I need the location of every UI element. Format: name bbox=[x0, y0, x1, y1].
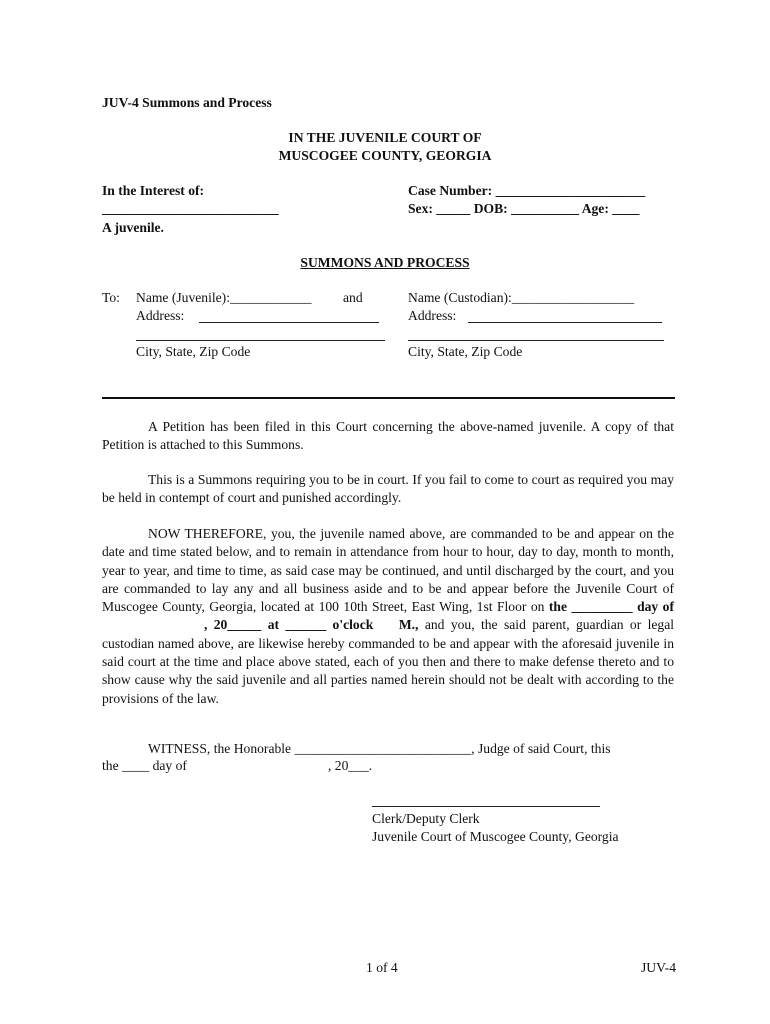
paragraph-petition bbox=[102, 418, 674, 455]
witness-text[interactable]: WITNESS, the Honorable __________________________, Judge of said Court, this bbox=[148, 741, 611, 756]
command-the: the bbox=[548, 599, 568, 615]
page-number: 1 of 4 bbox=[366, 960, 398, 975]
paragraph-summons-text: This is a Summons requiring you to be in court. If you fail to come to court as required you may be held in contempt of court and punished accordingly. bbox=[102, 472, 674, 506]
juvenile-address-line-2[interactable] bbox=[136, 340, 385, 341]
document-title: SUMMONS AND PROCESS bbox=[300, 255, 470, 270]
juvenile-address-line[interactable] bbox=[199, 322, 379, 323]
command-text-a: NOW THEREFORE, you, the juvenile named above, are commanded to be and appear on the date and time stated below, and to remain in attendance from hour to hour, day to day, month to month, year to year, and time to time, as said case may be continued, and until discharged by the court, and you are commanded to lay any and all business aside and to be and appear before the Juvenile Court of Muscogee County, Georgia, located at 100 10th Street, East Wing, 1st Floor on bbox=[102, 526, 674, 615]
sex-dob-age-fields[interactable]: Sex: _____ DOB: __________ Age: ____ bbox=[408, 201, 640, 216]
clerk-signature-line[interactable] bbox=[372, 806, 600, 807]
and-label: and bbox=[343, 290, 363, 305]
paragraph-summons bbox=[102, 471, 674, 508]
hearing-day-blank[interactable]: _________ bbox=[571, 599, 633, 615]
form-id: JUV-4 Summons and Process bbox=[102, 95, 272, 110]
juvenile-csz-label: City, State, Zip Code bbox=[136, 344, 251, 359]
custodian-name-field[interactable]: Name (Custodian):__________________ bbox=[408, 290, 635, 305]
command-at: at bbox=[267, 617, 280, 633]
paragraph-command bbox=[102, 525, 674, 708]
clerk-role: Clerk/Deputy Clerk bbox=[372, 811, 480, 826]
paragraph-petition-text: A Petition has been filed in this Court concerning the above-named juvenile. A copy of that Petition is attached to this Summons. bbox=[102, 419, 674, 453]
hearing-month-blank[interactable]: _______________ bbox=[102, 617, 204, 633]
hearing-time-blank[interactable]: ______ o'clock bbox=[285, 617, 374, 633]
juvenile-name-blank[interactable]: __________________________ bbox=[102, 201, 279, 216]
court-line-2: MUSCOGEE COUNTY, GEORGIA bbox=[278, 148, 492, 163]
custodian-csz-label: City, State, Zip Code bbox=[408, 344, 523, 359]
section-divider bbox=[102, 397, 675, 399]
custodian-address-line[interactable] bbox=[468, 322, 662, 323]
witness-day-field[interactable]: the ____ day of bbox=[102, 758, 187, 773]
clerk-court: Juvenile Court of Muscogee County, Georgia bbox=[372, 829, 619, 844]
footer-form-id: JUV-4 bbox=[641, 960, 676, 975]
paragraph-witness bbox=[102, 740, 674, 758]
court-line-1: IN THE JUVENILE COURT OF bbox=[288, 130, 482, 145]
juvenile-name-field[interactable]: Name (Juvenile):____________ bbox=[136, 290, 312, 305]
case-number-field[interactable]: Case Number: ______________________ bbox=[408, 183, 646, 198]
command-text-b: and you, the said parent, guardian or legal custodian named above, are likewise hereby commanded to be and appear with the aforesaid juvenile in said court at the time and place above stated, each of you then and there to make defense thereto and to show cause why the said juvenile and all parties named herein should not be dealt with according to the provisions of the law. bbox=[102, 617, 675, 706]
interest-label: In the Interest of: bbox=[102, 183, 205, 198]
custodian-address-line-2[interactable] bbox=[408, 340, 664, 341]
juvenile-label: A juvenile. bbox=[102, 220, 164, 235]
juvenile-address-label: Address: bbox=[136, 308, 185, 323]
hearing-meridiem: M., bbox=[398, 617, 419, 633]
witness-year-field[interactable]: , 20___. bbox=[328, 758, 373, 773]
to-label: To: bbox=[102, 290, 120, 305]
custodian-address-label: Address: bbox=[408, 308, 457, 323]
hearing-year-blank[interactable]: , 20_____ bbox=[203, 617, 262, 633]
command-day-of: day of bbox=[637, 599, 674, 615]
